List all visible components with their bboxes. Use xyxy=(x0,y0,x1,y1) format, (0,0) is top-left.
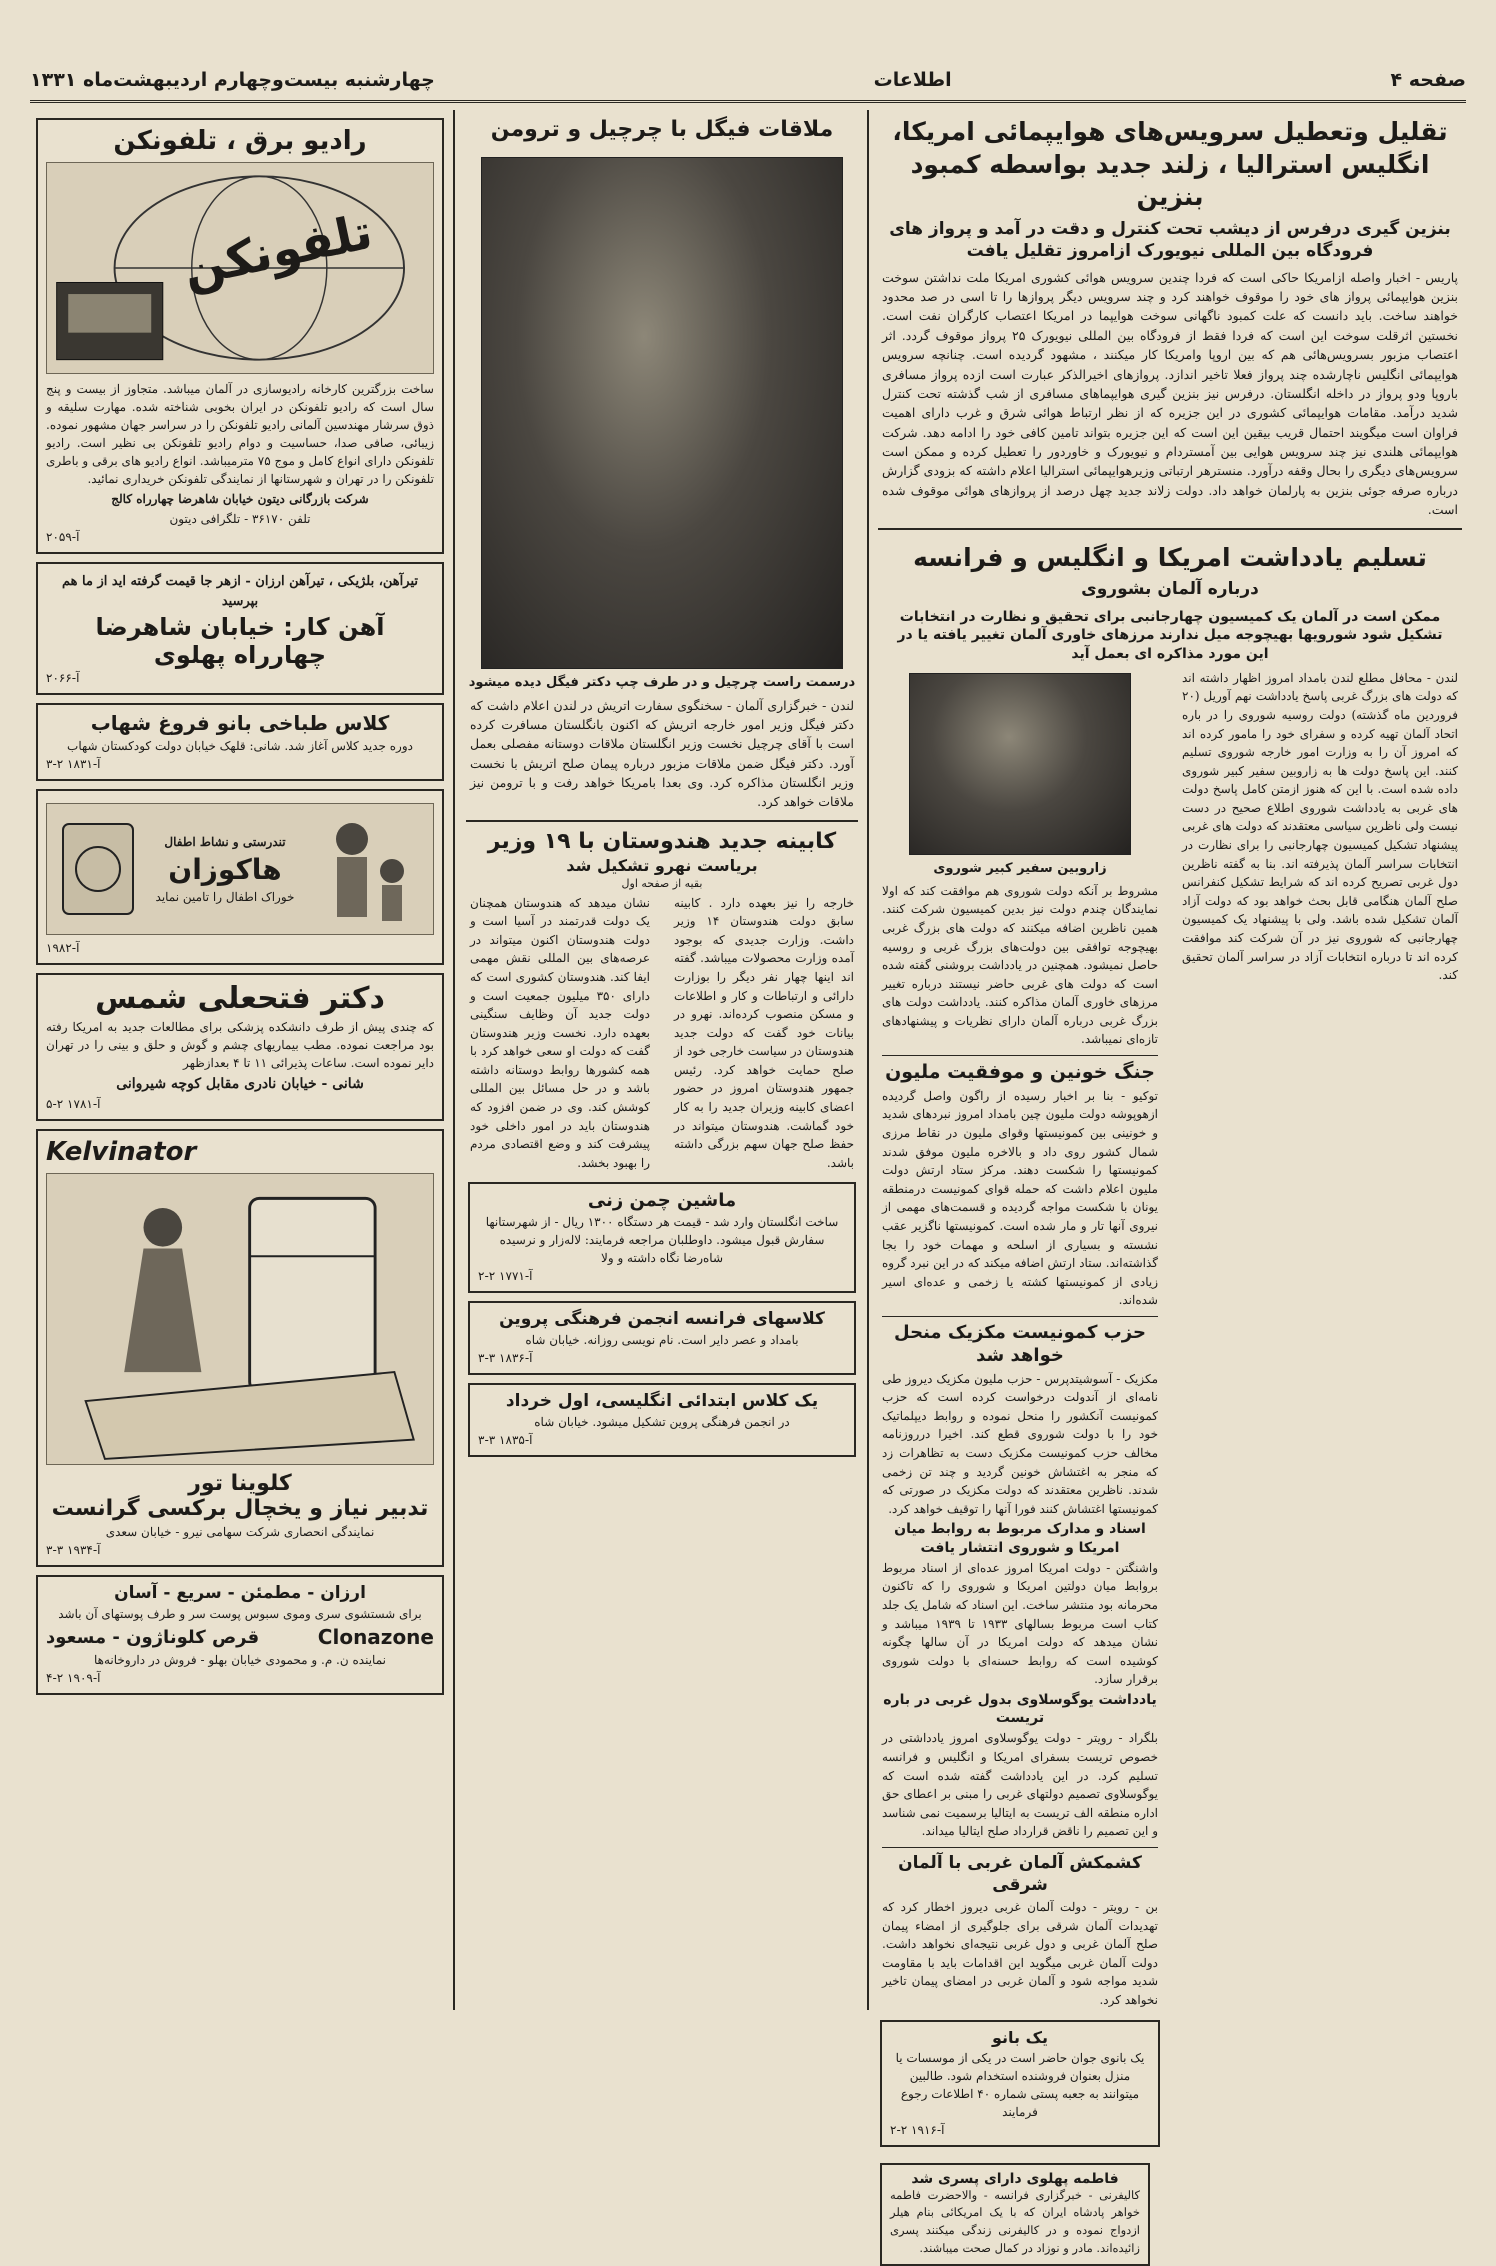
memo-subhead-detail: ممکن است در آلمان یک کمیسیون چهارجانبی برای تحقیق و نظارت در انتخابات تشکیل شود شورویها بهیچوجه میل ندارند مرزهای خاوری آلمان تغییر یافته یا در این مورد مذاکره ای بعمل آید xyxy=(897,609,1443,662)
clona-text: برای شستشوی سری وموی سبوس پوست سر و طرف پوستهای آن باشد xyxy=(58,1607,422,1621)
wanted-title: یک بانو xyxy=(991,2027,1048,2047)
meeting-photo-caption: درسمت راست چرچیل و در طرف چپ دکتر فیگل دیده میشود xyxy=(468,674,856,690)
newspaper-page xyxy=(30,40,1466,2256)
doctor-ad xyxy=(36,973,444,1121)
right-column xyxy=(874,110,1466,2256)
doctor-address: شانی - خیابان نادری مقابل کوچه شیروانی xyxy=(116,1076,364,1092)
hacorsan-tag: تندرستی و نشاط اطفال xyxy=(164,834,286,849)
middle-column xyxy=(462,110,862,2020)
radio-phone: تلفن ۳۶۱۷۰ - تلگرافی دیتون xyxy=(169,512,311,526)
cooking-code: ۳-۲ آ-۱۸۳۱ xyxy=(46,757,101,771)
masthead xyxy=(30,60,1466,103)
tin-can-icon xyxy=(53,814,143,924)
column-rule xyxy=(453,110,455,2010)
telefunken-ad xyxy=(36,118,444,554)
war-body: توکیو - بنا بر اخبار رسیده از راگون واصل گردیده ازهوپوشه دولت ملیون چین بامداد امروز نبردهای شدید و خونینی بین کمونیستها وقوای ملیون در نقاط مرزی شمال کشور روی داد و بالاخره ملیون موفق شدند کمونیستها را شکست دهند. مرکز ستاد ارتش دولت ملیون اعلام داشت که حمله قوای کمونیست درمنطقه یونان با شکست مواجه گردیده و قسمت‌های مهمی از نیروی آنها تار و مار شده است. کمونیستها ناگزیر عقب نشسته و بسیاری از اسلحه و مهمات خود را بجا گذاشته‌اند. ستاد ارتش اضافه میکند که در این نبرد گروه زیادی از کمونیستها کشته یا زخمی و عده‌ای اسیر شده‌اند. xyxy=(882,1088,1158,1308)
machine-code: ۲-۲ آ-۱۷۷۱ xyxy=(478,1269,533,1284)
portrait-caption: زاروبین سفیر کبیر شوروی xyxy=(933,860,1107,876)
lead-headline: تقلیل وتعطیل سرویس‌های هوایپمائی امریکا، انگلیس استرالیا ، زلند جدید بواسطه کمبود بنزین xyxy=(892,117,1448,211)
machine-title: ماشین چمن زنی xyxy=(587,1190,737,1212)
cold-body: بن - رویتر - دولت آلمان غربی دیروز اخطار کرد که تهدیدات آلمان شرقی برای جلوگیری از امضاء پیمان صلح آلمان غربی و دول غربی نتیجه‌ای نخواهد داشت. دولت آلمان غربی میگوید این اقدامات باید با مقاومت شدید مواجه شود و آلمان غربی در امضای پیمان تاخیر نخواهد کرد. xyxy=(882,1900,1158,2008)
radio-agent: شرکت بازرگانی دیتون خیابان شاهرضا چهارراه کالج xyxy=(111,492,369,506)
memo-body-a: لندن - محافل مطلع لندن بامداد امروز اظهار داشته اند که دولت های بزرگ غربی پاسخ یادداشت نهم آوریل (۲۰ فروردین ماه گذشته) دولت روسیه شوروی را در باره اتحاد آلمان تهیه کرده و سفرای خود را مامور کرده اند که امروز آن را به وزارت امور خارجه شوروی تسلیم کنند. این پاسخ دولت ها به زاروبین سفیر کبیر شوروی داده شده است. با این که هنوز ازمتن کامل پاسخ دولت های غربی به یادداشت شوروی اطلاع صحیح در دست نیست ولی ناظرین سیاسی معتقدند که دولت های غربی پیشنهاد تشکیل کمیسیون چهارجانبی را برای نظارت در انتخابات سراسر آلمان پذیرفته اند. بنا به گفته ناظرین دول غربی تصریح کرده اند که شرایط تشکیل کنفرانس صلح آلمان هنگامی قابل بحث خواهد بود که دولت آزاد آلمان تشکیل شده باشد. ولی با پیشنهاد یک کمیسیون چهارجانبی که شوروی نیز در آن شرکت کند موافقت کرده اند تا درباره انتخابات آزاد در سراسر آلمان تحقیق کند. xyxy=(1182,670,1458,983)
hacorsan-text: خوراک اطفال را تامین نماید xyxy=(155,889,295,904)
french-text: بامداد و عصر دایر است. نام نویسی روزانه. خیابان شاه xyxy=(525,1333,799,1348)
wanted-code: ۲-۲ آ-۱۹۱۶ xyxy=(890,2122,945,2137)
divider xyxy=(882,1316,1158,1317)
clona-brand: Clonazone xyxy=(317,1625,434,1649)
doctor-text: که چندی پیش از طرف دانشکده پزشکی برای مطالعات جدید به امریکا رفته بود مراجعت نموده. مطب بیماریهای چشم و گوش و حلق و بینی را در تهران دایر نموده است. ساعات پذیرائی ۱۱ تا ۴ بعدازظهر xyxy=(46,1020,434,1070)
issue-date: چهارشنبه بیست‌وچهارم اردیبهشت‌ماه ۱۳۳۱ xyxy=(30,69,435,91)
memo-subhead: درباره آلمان بشوروی xyxy=(1081,579,1259,600)
cooking-class-ad xyxy=(36,703,444,781)
churchill-figl-photo xyxy=(481,157,843,669)
meeting-headline: ملاقات فیگل با چرچیل و ترومن xyxy=(490,117,834,142)
mother-child-icon xyxy=(307,809,427,929)
kelvinator-ad xyxy=(36,1129,444,1567)
cabinet-subhead: بریاست نهرو تشکیل شد xyxy=(566,856,758,876)
radio-title: رادیو برق ، تلفونکن xyxy=(113,126,367,156)
french-title: کلاسهای فرانسه انجمن فرهنگی پروین xyxy=(499,1309,825,1330)
princess-body: کالیفرنی - خبرگزاری فرانسه - والاحضرت فاطمه خواهر پادشاه ایران که با یک امریکائی بنام هیلر ازدواج نموده و در کالیفرنی زندگی میکنند پسری زائیده‌اند. مادر و نوزاد در کمال صحت میباشند. xyxy=(890,2187,1140,2256)
iron-title: آهن کار: خیابان شاهرضا چهارراه پهلوی xyxy=(95,613,385,669)
paper-name: اطلاعات xyxy=(873,69,952,91)
kelvinator-code: ۳-۳ آ-۱۹۳۴ xyxy=(46,1543,101,1557)
divider xyxy=(882,1847,1158,1848)
clonazone-ad xyxy=(36,1575,444,1695)
english-class-ad xyxy=(468,1383,856,1457)
kelvinator-illustration xyxy=(46,1173,434,1465)
party-headline: حزب کمونیست مکزیک منحل خواهد شد xyxy=(894,1321,1146,1367)
princess-box xyxy=(880,2163,1150,2266)
clona-subtitle: قرص کلوناژون - مسعود xyxy=(46,1626,260,1648)
iron-code: آ-۲۰۶۶ xyxy=(46,671,80,685)
memo-body-b: مشروط بر آنکه دولت شوروی هم موافقت کند که اولا نمایندگان چندم دولت نیز بدین کمیسیون شرکت کنند. همین ناظرین اضافه میکنند که دولت های بزرگ غربی بهیچوجه توافقی بین دولت‌های بزرگ غربی و روسیه حاصل نمیشود. همچنین در یادداشت بروشنی گفته شده است که دولت های غربی حاضر نیستند درباره تغییر مرزهای خاوری آلمان مذاکره کنند. یادداشت دولت های بزرگ غربی درباره آلمان دارای نظریات و پیشنهادهای تازه‌ای نمیباشد. xyxy=(882,883,1158,1047)
yugo-headline: یادداشت یوگوسلاوی بدول غربی در باره تریست xyxy=(883,1691,1157,1727)
wanted-text: یک بانوی جوان حاضر است در یکی از موسسات یا منزل بعنوان فروشنده استخدام شود. طالبین میتوانند به جعبه پستی شماره ۴۰ اطلاعات رجوع فرمایند xyxy=(895,2050,1145,2119)
divider xyxy=(882,1055,1158,1056)
lead-subhead: بنزین گیری درفرس از دیشب تحت کنترل و دقت در آمد و پرواز های فرودگاه بین المللی نیویورک ازامروز تقلیل یافت xyxy=(889,218,1451,261)
left-column xyxy=(30,110,450,2020)
cabinet-body-a: خارجه را نیز بعهده دارد . کابینه سابق دولت هندوستان ۱۴ وزیر داشت. وزارت جدیدی که بوجود آمده وزارت محصولات میباشد. گفته اند اینها چهار نفر دیگر را بوزارت دارائی و ارتباطات و کار و اطلاعات و مسکن منصوب کرده‌اند. نهرو در بیانات خود گفت که دولت جدید هندوستان در سیاست خارجی خود از صلح حمایت خواهد کرد. رئیس جمهور هندوستان امروز در حضور اعضای کابینه وزیران جدید را به کار خود گماشت. هندوستان میتواند در حفظ صلح جهان سهم بزرگی داشته باشد. xyxy=(674,895,854,1170)
kelvinator-slogan: تدبیر نیاز و یخچال برکسی گرانست xyxy=(51,1496,429,1521)
radio-text: ساخت بزرگترین کارخانه رادیوسازی در آلمان میباشد. متجاوز از بیست و پنج سال است که رادیو تلفونکن در ایران بخوبی شناخته شده. مهارت سلیقه و ذوق سرشار مهندسین آلمانی رادیو تلفونکن را در سراسر جهان مشهور نموده. زیبائی، صافی صدا، حساسیت و دوام رادیو تلفونکن بی نظیر است. رادیو تلفونکن دارای انواع کامل و موج ۷۵ مترمیباشد. انواع رادیو های برقی و باطری تلفونکن را در تهران و شهرستانها از نمایندگی تلفونکن خریداری نمائید. xyxy=(46,382,434,486)
doctor-title: دکتر فتحعلی شمس xyxy=(95,981,385,1016)
princess-title: فاطمه پهلوی دارای پسری شد xyxy=(911,2170,1119,2187)
party-body: مکزیک - آسوشیتدپرس - حزب ملیون مکزیک دیروز طی نامه‌ای از آندولت درخواست کرده است که حزب کمونیست آنکشور را منحل نموده و روابط دیپلماتیک خود را با دولت شوروی قطع کند. اخیرا درروزنامه مخالف حزب کمونیست مکزیک دست به تظاهرات زد که منجر به اغتشاش خونین گردید و چند تن زخمی شدند. ناظرین معتقدند که دولت مکزیک در صورتی که کمونیستها اغتشاش کنند فورا آنها را توقیف خواهد کرد. xyxy=(882,1371,1158,1516)
divider xyxy=(466,820,858,822)
lead-article-body: پاریس - اخبار واصله ازامریکا حاکی است که فردا چندین سرویس هوائی کشوری امریکا ملت نداشتن سوخت بنزین هوایپمائی پرواز های خود را موقوف خواهند کرد و چند سرویس دیگر پروازها را تا اسی در صد محدود خواهند ساخت. باید دانست که علت کمبود ناگهانی سوخت هوایپما در امریکا اعتصاب کارگران نفت است. نخستین اثرقلت سوخت این است که فردا فقط از فرودگاه بین المللی نیویورک ۲۵ پرواز موقوف گردد. اثر اعتصاب مزبور بسرویس‌هائی هم که بین اروپا وامریکا کار میکنند ، مشهود گردیده است. چنانچه سرویس هوایپمائی انگلیس ناچارشده چند پرواز فعلا تاخیر اندازد. پروازهای اخیرالذکر عبارت است ازده پرواز مسافری باروپا ودو پرواز در داخله انگلستان. درفرس نیز بنزین گیری هوایپماهای مسافری از شب گذشته تحت کنترل شدید درآمد. مقامات هوایپمائی کشوری در این جزیره که از نظر ارتباط هوائی شرق و غرب دارای اهمیت فراوان است میگویند احتمال قریب بیقین این است که این جزیره بتواند تامین کافی خود را ادامه دهد. شرکت هوایپمائی هلندی نیز چند سرویس هوایی بین آمستردام و نیویورک و خاوردور را تعطیل کرده و ممکن است سرویس‌های دیگری را بحال وقفه درآورد. منسترهر ارتباتی وزیرهوایپمائی استرالیا اعلام داشته که بزودی گزارش درباره صرفه جوئی بنزین به پارلمان خواهد داد. دولت زلاند جدید چهل درصد از پروازهای هوائی موقوف شده است. xyxy=(882,269,1458,518)
iron-ad xyxy=(36,562,444,695)
doctor-code: ۵-۲ آ-۱۷۸۱ xyxy=(46,1097,101,1111)
clona-agent: نماینده ن. م. و محمودی خیابان بهلو - فروش در داروخانه‌ها xyxy=(94,1653,386,1667)
cabinet-headline: کابینه جدید هندوستان با ۱۹ وزیر xyxy=(487,828,837,854)
kelvinator-title: کلوینا تور xyxy=(188,1471,292,1496)
memo-headline: تسلیم یادداشت امریکا و انگلیس و فرانسه xyxy=(913,542,1427,572)
docs-headline: اسناد و مدارک مربوط به روابط میان امریکا و شوروی انتشار یافت xyxy=(894,1521,1146,1556)
cooking-title: کلاس طباخی بانو فروغ شهاب xyxy=(90,711,390,735)
lawnmower-ad xyxy=(468,1182,856,1293)
english-text: در انجمن فرهنگی پروین تشکیل میشود. خیابان شاه xyxy=(534,1415,790,1430)
radio-illustration xyxy=(46,162,434,374)
radio-brand: تلفونکن xyxy=(177,203,377,299)
cold-headline: کشمکش آلمان غربی با آلمان شرقی xyxy=(898,1852,1142,1895)
cooking-text: دوره جدید کلاس آغاز شد. شانی: قلهک خیابان دولت کودکستان شهاب xyxy=(67,739,413,753)
memo-article xyxy=(874,667,1466,2155)
cabinet-body-b: نشان میدهد که هندوستان همچنان یک دولت قدرتمند در آسیا است و دولت هندوستان اکنون میتواند در عرصه‌های بین المللی نقش مهمی ایفا کند. هندوستان کشوری است که دارای ۳۵۰ میلیون جمعیت است و دولت جدید آن وظایف سنگینی بعهده دارد. نخست وزیر هندوستان گفت که دولت او سعی خواهد کرد با همه کشورها روابط دوستانه داشته باشد و در حل مسائل بین المللی کوشش کند. وی در ضمن افزود که هندوستان باید در امور داخلی خود پیشرفت کند و وضع اقتصادی مردم را بهبود بخشد. xyxy=(470,895,650,1170)
cabinet-article xyxy=(462,892,862,1175)
french-class-ad xyxy=(468,1301,856,1375)
wanted-ad xyxy=(880,2020,1160,2147)
docs-body: واشنگتن - دولت امریکا امروز عده‌ای از اسناد مربوط بروابط میان دولتین امریکا و شوروی را که تاکنون محرمانه بود منتشر ساخت. این اسناد که شامل یک جلد کتاب است مربوط بسالهای ۱۹۳۳ تا ۱۹۳۹ میباشد و نشان میدهد که دولت امریکا در آن سالها چگونه کوشیده است که روابط حسنه‌ای با دولت شوروی برقرار سازد. xyxy=(882,1560,1159,1687)
yugo-body: بلگراد - رویتر - دولت یوگوسلاوی امروز یادداشتی در خصوص تریست بسفرای امریکا و انگلیس و فرانسه تسلیم کرد. در این یادداشت گفته شده است که یوگوسلاوی تصمیم دولتهای غربی را مبنی بر اعطای حق اداره منطقه الف تریست به ایتالیا برسمیت نمی شناسد و این تصمیم را ناقض قرارداد صلح ایتالیا میداند. xyxy=(882,1731,1158,1839)
meeting-body: لندن - خبرگزاری آلمان - سخنگوی سفارت اتریش در لندن اعلام داشت که دکتر فیگل وزیر امور خارجه اتریش که اکنون بانگلستان مسافرت کرده است با آقای چرچیل نخست وزیر انگلستان ملاقات دوستانه مفصلی بعمل آورد. دکتر فیگل ضمن ملاقات مزبور درباره پیمان صلح اتریش با نخست وزیر انگلستان مذاکره کرد. وی بعدا بامریکا خواهد رفت و با ترومن نیز ملاقات خواهد کرد. xyxy=(470,697,854,810)
english-title: یک کلاس ابتدائی انگلیسی، اول خرداد xyxy=(505,1391,819,1412)
portrait-photo xyxy=(909,673,1131,855)
clona-title: ارزان - مطمئن - سریع - آسان xyxy=(114,1583,366,1603)
column-rule xyxy=(867,110,869,2010)
french-code: ۳-۳ آ-۱۸۳۶ xyxy=(478,1351,533,1366)
clona-code: ۴-۲ آ-۱۹۰۹ xyxy=(46,1671,101,1685)
hacorsan-code: آ-۱۹۸۲ xyxy=(46,941,80,955)
hacorsan-ad xyxy=(36,789,444,965)
page-number: صفحه ۴ xyxy=(1390,69,1466,91)
iron-tag: تیرآهن، بلژیکی ، تیرآهن ارزان - ازهر جا قیمت گرفته اید از ما هم بپرسید xyxy=(61,574,418,609)
refrigerator-woman-icon xyxy=(47,1174,433,1464)
cabinet-continued: بقیه از صفحه اول xyxy=(621,877,703,891)
divider xyxy=(878,528,1462,530)
kelvinator-brand: Kelvinator xyxy=(46,1137,197,1167)
kelvinator-agent: نمایندگی انحصاری شرکت سهامی نیرو - خیابان سعدی xyxy=(105,1525,375,1539)
hacorsan-title: هاکوزان xyxy=(168,852,282,886)
war-headline: جنگ خونین و موفقیت ملیون xyxy=(885,1061,1155,1084)
radio-code: آ-۲۰۵۹ xyxy=(46,530,80,544)
english-code: ۳-۳ آ-۱۸۳۵ xyxy=(478,1433,533,1448)
hacorsan-illustration xyxy=(46,803,434,935)
machine-text: ساخت انگلستان وارد شد - قیمت هر دستگاه ۱۳۰۰ ریال - از شهرستانها سفارش قبول میشود. داوطلبان مراجعه فرمایند: لاله‌زار و نرسیده شاه‌رضا نگاه داشته و ولا xyxy=(485,1215,839,1266)
